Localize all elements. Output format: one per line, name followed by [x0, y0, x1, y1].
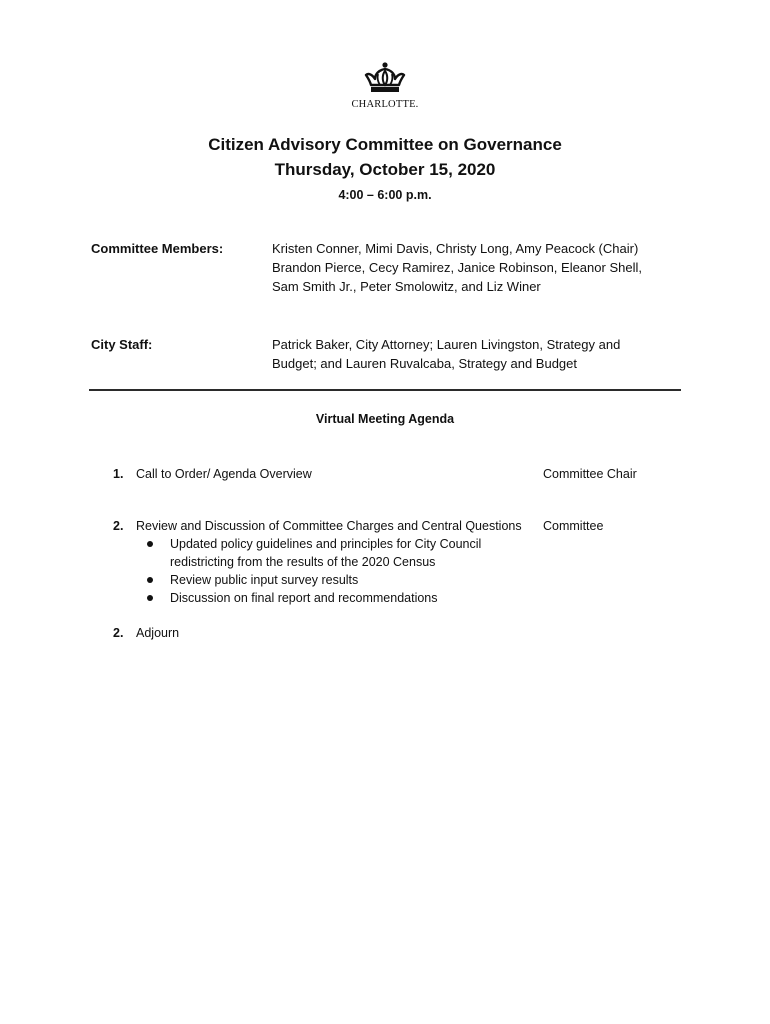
committee-members-line: Brandon Pierce, Cecy Ramirez, Janice Robinson, Eleanor Shell, — [272, 260, 642, 275]
committee-members-line: Kristen Conner, Mimi Davis, Christy Long, Amy Peacock (Chair) — [272, 241, 639, 256]
city-staff-list — [272, 335, 672, 373]
agenda-item-presenter: Committee Chair — [543, 467, 637, 481]
city-staff-line: Patrick Baker, City Attorney; Lauren Livingston, Strategy and — [272, 337, 621, 352]
charlotte-logo — [346, 62, 424, 116]
agenda-item-text: Review and Discussion of Committee Charges and Central Questions — [136, 519, 522, 533]
agenda-item-text: Adjourn — [136, 626, 180, 640]
meeting-date: Thursday, October 15, 2020 — [274, 160, 496, 179]
meeting-time: 4:00 – 6:00 p.m. — [338, 188, 432, 202]
agenda-subitem: Review public input survey results — [170, 573, 359, 587]
agenda-item-number: 1. — [113, 467, 124, 481]
agenda-item-number: 2. — [113, 519, 124, 533]
meeting-title: Citizen Advisory Committee on Governance — [208, 135, 562, 154]
agenda-heading: Virtual Meeting Agenda — [315, 412, 455, 426]
agenda-subitem: redistricting from the results of the 2020 Census — [170, 555, 436, 569]
city-staff-line: Budget; and Lauren Ruvalcaba, Strategy and Budget — [272, 356, 577, 371]
agenda-item-number: 2. — [113, 626, 124, 640]
bullet-icon — [147, 577, 153, 583]
committee-members-list — [272, 239, 672, 296]
crown-icon — [364, 62, 406, 96]
agenda-item-presenter: Committee — [543, 519, 604, 533]
agenda-subitem: Discussion on final report and recommendations — [170, 591, 438, 605]
agenda-subitem: Updated policy guidelines and principles for City Council — [170, 537, 482, 551]
bullet-icon — [147, 541, 153, 547]
agenda-item-text: Call to Order/ Agenda Overview — [136, 467, 312, 481]
logo-wordmark: CHARLOTTE. — [351, 99, 419, 110]
committee-members-label: Committee Members: — [91, 241, 224, 256]
committee-members-line: Sam Smith Jr., Peter Smolowitz, and Liz Winer — [272, 279, 541, 294]
city-staff-label: City Staff: — [91, 337, 153, 352]
bullet-icon — [147, 595, 153, 601]
section-divider — [89, 389, 681, 391]
